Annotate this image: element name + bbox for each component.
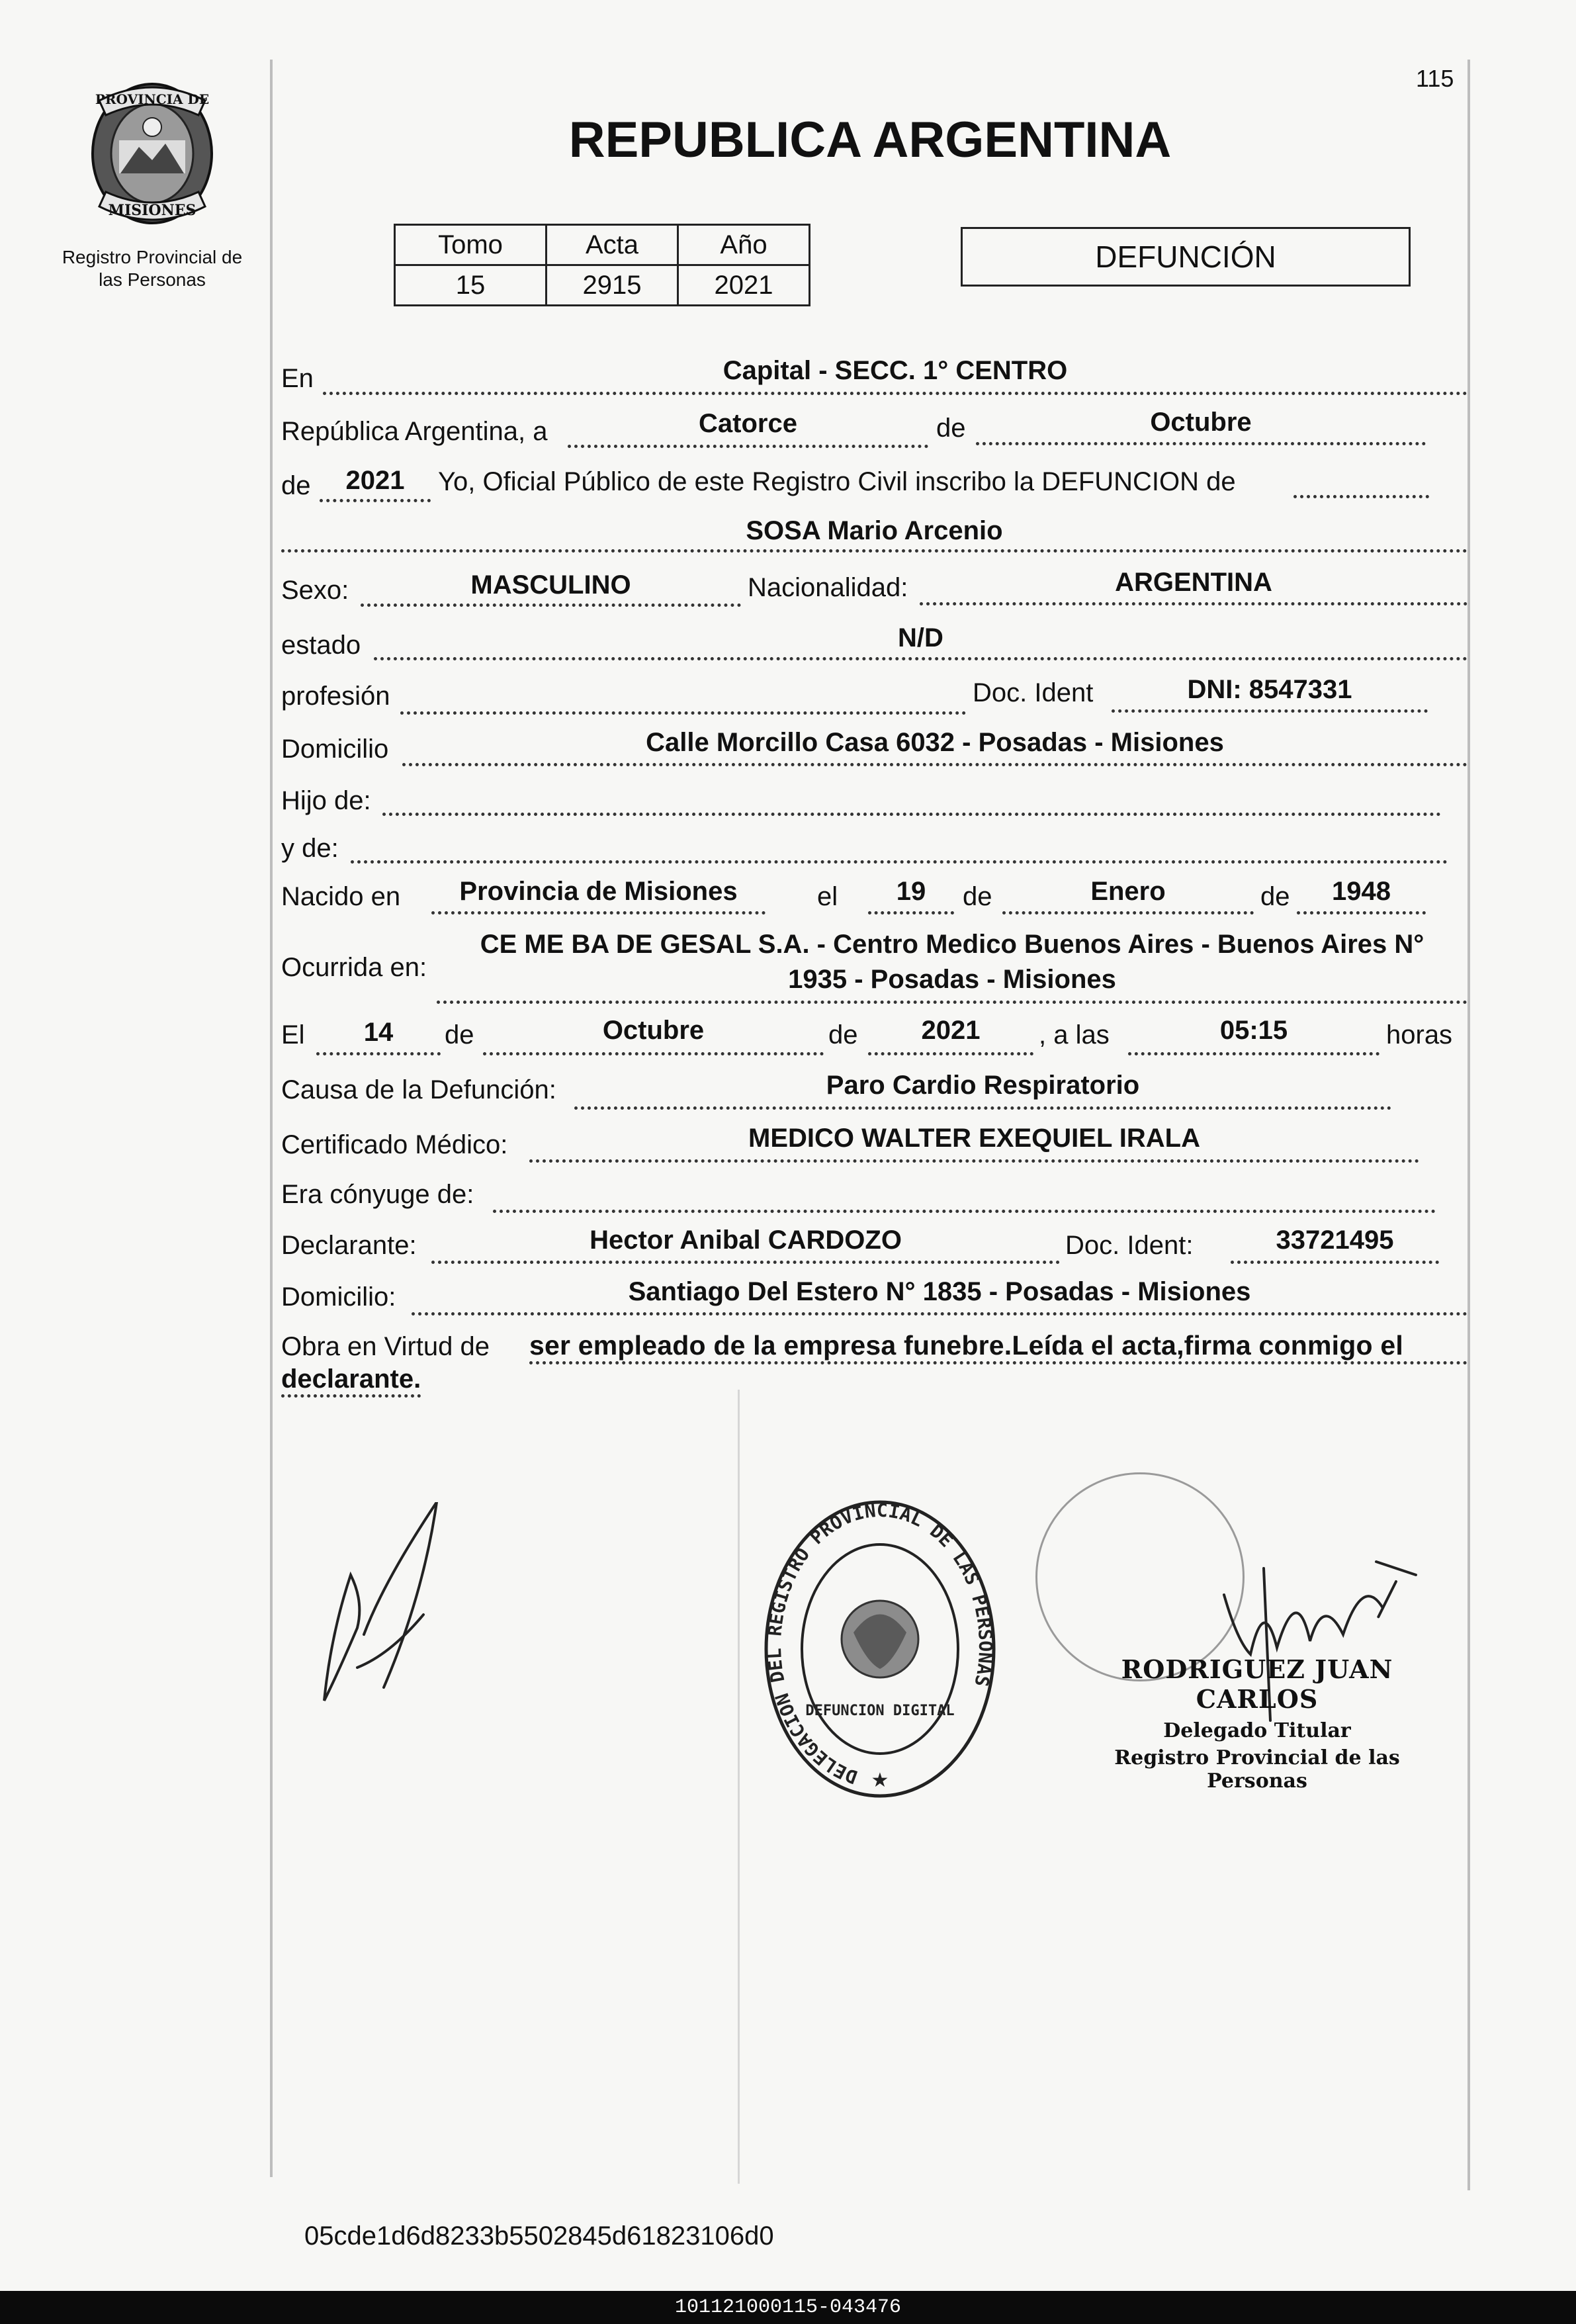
dotline-nacido-en	[431, 911, 766, 915]
dotline-conyuge	[493, 1210, 1436, 1213]
official-stamp	[761, 1497, 999, 1801]
dotline-fal-mes	[483, 1052, 824, 1055]
tomo-header: Tomo	[395, 225, 547, 265]
official-name: RODRIGUEZ JUAN CARLOS	[1121, 1654, 1393, 1714]
value-fal-anio: 2021	[921, 1016, 981, 1045]
value-nac-mes: Enero	[1090, 877, 1166, 906]
barcode-strip	[0, 2291, 1576, 2324]
label-de-mes: de	[936, 414, 966, 443]
center-fold-line	[738, 1390, 740, 2184]
dotline-y-de	[351, 860, 1448, 864]
anio-header: Año	[678, 225, 810, 265]
label-sexo: Sexo:	[281, 576, 349, 605]
dotline-fal-anio	[868, 1052, 1033, 1055]
dotline-domicilio	[402, 763, 1467, 766]
acta-value: 2915	[547, 265, 678, 306]
label-en: En	[281, 364, 314, 393]
dotline-causa	[574, 1106, 1391, 1110]
dotline-estado	[374, 657, 1467, 660]
value-causa: Paro Cardio Respiratorio	[826, 1071, 1140, 1100]
barcode-text: 101121000115-043476	[674, 2296, 902, 2319]
official-title: Delegado Titular	[1163, 1719, 1351, 1742]
label-profesion: profesión	[281, 682, 390, 711]
dotline-profesion	[400, 711, 966, 715]
value-hora: 05:15	[1219, 1016, 1288, 1045]
dotline-declarante	[431, 1261, 1060, 1264]
dotline-declarante-doc	[1231, 1261, 1439, 1264]
dotline-nac-mes	[1002, 911, 1254, 915]
stamp-ring-text: DELEGACION DEL REGISTRO PROVINCIAL DE LAS PERSONAS	[763, 1499, 997, 1789]
dotline-nacionalidad	[920, 602, 1467, 605]
label-nacionalidad: Nacionalidad:	[748, 573, 908, 602]
logo-bottom-text: MISIONES	[108, 202, 197, 219]
label-yo-text: Yo, Oficial Público de este Registro Civil inscribo la DEFUNCION de	[438, 467, 1236, 496]
value-domicilio: Calle Morcillo Casa 6032 - Posadas - Misiones	[646, 728, 1224, 757]
value-nacido-en: Provincia de Misiones	[459, 877, 738, 906]
value-dia-letras: Catorce	[699, 409, 797, 438]
value-nac-anio: 1948	[1332, 877, 1391, 906]
label-horas: horas	[1386, 1020, 1453, 1050]
value-certificado: MEDICO WALTER EXEQUIEL IRALA	[748, 1124, 1200, 1153]
official-office: Registro Provincial de las Personas	[1114, 1746, 1400, 1793]
label-obra: Obra en Virtud de	[281, 1332, 490, 1361]
tomo-value: 15	[395, 265, 547, 306]
label-el: el	[817, 882, 838, 911]
dotline-declarante-domicilio	[412, 1312, 1467, 1316]
value-documento: DNI: 8547331	[1187, 675, 1352, 704]
label-republica: República Argentina, a	[281, 417, 548, 446]
value-declarante: Hector Anibal CARDOZO	[590, 1226, 902, 1255]
label-de-fal-mes: de	[445, 1020, 474, 1050]
dotline-ocurrida	[437, 1001, 1467, 1004]
stamp-inner-text: DEFUNCION DIGITAL	[805, 1703, 955, 1719]
anio-value: 2021	[678, 265, 810, 306]
value-anio: 2021	[345, 466, 405, 495]
value-fal-dia: 14	[363, 1018, 394, 1047]
right-margin-line	[1467, 60, 1470, 2190]
document-hash: 05cde1d6d8233b5502845d61823106d0	[304, 2221, 774, 2251]
page-number: 115	[1416, 65, 1454, 92]
value-estado: N/D	[898, 623, 943, 652]
label-hijo-de: Hijo de:	[281, 786, 371, 815]
value-declarante-doc: 33721495	[1276, 1226, 1394, 1255]
value-lugar: Capital - SECC. 1° CENTRO	[722, 356, 1068, 385]
label-doc-ident-declarante: Doc. Ident:	[1065, 1231, 1194, 1260]
value-mes: Octubre	[1150, 408, 1252, 437]
logo-top-text: PROVINCIA DE	[95, 91, 210, 107]
label-nacido-en: Nacido en	[281, 882, 401, 911]
country-title: REPUBLICA ARGENTINA	[568, 112, 1172, 168]
label-el-fallecimiento: El	[281, 1020, 305, 1050]
dotline-fal-dia	[316, 1052, 441, 1055]
value-sexo: MASCULINO	[470, 570, 631, 600]
label-de-nac-mes: de	[963, 882, 992, 911]
stamp-star-icon: ★	[871, 1769, 889, 1791]
dotline-dia	[568, 445, 928, 448]
value-fal-mes: Octubre	[602, 1016, 705, 1045]
dotline-anio	[320, 499, 431, 502]
label-domicilio: Domicilio	[281, 735, 389, 764]
value-nombre: SOSA Mario Arcenio	[746, 516, 1003, 545]
label-declarante: Declarante:	[281, 1231, 417, 1260]
value-obra-l1: ser empleado de la empresa funebre.Leída el acta,firma conmigo el	[529, 1330, 1467, 1364]
registry-line-1: Registro Provincial de	[62, 247, 243, 267]
label-y-de: y de:	[281, 834, 339, 863]
value-nac-dia: 19	[896, 877, 926, 906]
registry-name	[40, 246, 265, 291]
dotline-documento	[1112, 709, 1428, 713]
dotline-lugar	[323, 392, 1467, 395]
value-nacionalidad: ARGENTINA	[1115, 568, 1272, 597]
left-margin-line	[270, 60, 273, 2177]
dotline-nac-dia	[868, 911, 954, 915]
value-obra-l2: declarante.	[281, 1364, 421, 1398]
record-type-box: DEFUNCIÓN	[961, 227, 1411, 287]
value-ocurrida-l2: 1935 - Posadas - Misiones	[788, 965, 1116, 994]
declarant-signature	[311, 1502, 457, 1727]
dotline-hijo-de	[382, 813, 1441, 816]
province-logo	[79, 74, 225, 233]
official-name-block	[1085, 1654, 1429, 1793]
dotline-mes	[976, 442, 1426, 445]
label-doc-ident: Doc. Ident	[973, 678, 1094, 707]
label-de-nac-anio: de	[1260, 882, 1290, 911]
label-de-anio: de	[281, 471, 311, 500]
volume-table	[394, 224, 810, 306]
value-declarante-domicilio: Santiago Del Estero N° 1835 - Posadas - Misiones	[628, 1277, 1251, 1306]
label-de-fal-anio: de	[828, 1020, 858, 1050]
dotline-nombre	[281, 549, 1467, 553]
dotline-hora	[1128, 1052, 1379, 1055]
registry-line-2: las Personas	[99, 269, 206, 290]
dotline-nac-anio	[1297, 911, 1426, 915]
label-domicilio-declarante: Domicilio:	[281, 1282, 396, 1312]
dotline-certificado	[529, 1159, 1419, 1163]
label-certificado: Certificado Médico:	[281, 1130, 508, 1159]
label-conyuge: Era cónyuge de:	[281, 1180, 474, 1209]
value-ocurrida-l1: CE ME BA DE GESAL S.A. - Centro Medico Buenos Aires - Buenos Aires N°	[480, 930, 1424, 959]
label-a-las: , a las	[1039, 1020, 1110, 1050]
dotline-sexo	[361, 603, 741, 607]
label-estado: estado	[281, 631, 361, 660]
label-ocurrida-en: Ocurrida en:	[281, 953, 427, 982]
acta-header: Acta	[547, 225, 678, 265]
label-causa: Causa de la Defunción:	[281, 1075, 556, 1104]
dotline-yo-end	[1293, 495, 1429, 498]
